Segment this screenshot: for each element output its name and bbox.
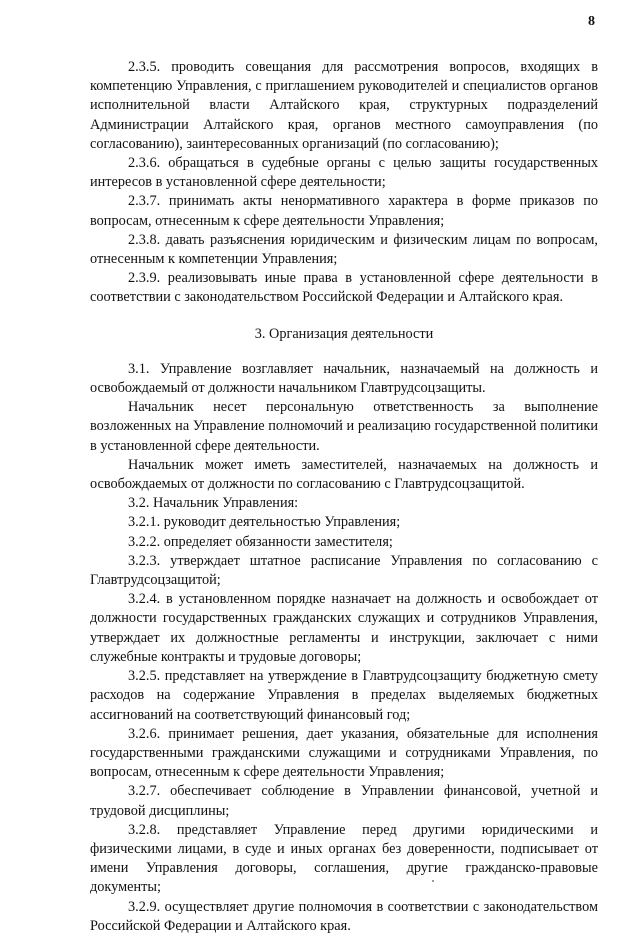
paragraph-3-2-3: 3.2.3. утверждает штатное расписание Управления по согласованию с Главтрудсоцзащитой; [90,552,598,589]
paragraph-3-2: 3.2. Начальник Управления: [128,495,299,512]
paragraph-2-3-7: 2.3.7. принимать акты ненормативного характера в форме приказов по вопросам, отнесенным к сфере деятельности Управления; [90,193,598,229]
document-body [90,58,598,936]
scan-speck [432,880,434,882]
paragraph-3-1: 3.1. Управление возглавляет начальник, назначаемый на должность и освобождаемый от должности начальником Главтрудсоцзащиты. [90,360,598,397]
paragraph-3-2-6: 3.2.6. принимает решения, дает указания, обязательные для исполнения государственными гражданскими служащими и сотрудниками Управления, по вопросам, отнесенным к сфере деятельности Управления; [90,725,598,781]
paragraph-3-2-8: 3.2.8. представляет Управление перед другими юридическими и физическими лицами, в суде и иных органах без доверенности, подписывает от имени Управления договоры, соглашения, другие гражданско-правовые документы; [90,821,598,896]
paragraph-3-2-7: 3.2.7. обеспечивает соблюдение в Управлении финансовой, учетной и трудовой дисциплины; [90,783,598,819]
section-heading: 3. Организация деятельности [254,325,434,342]
paragraph-3-2-1: 3.2.1. руководит деятельностью Управления; [128,514,401,531]
paragraph-3-2-4: 3.2.4. в установленном порядке назначает на должность и освобождает от должности государственных гражданских служащих и сотрудников Управления, утверждает их должностные регламенты и инструкции, заключает с ними служебные контракты и трудовые договоры; [90,591,598,665]
paragraph-head-responsibility: Начальник несет персональную ответственность за выполнение возложенных на Управление полномочий и реализацию государственной политики в установленной сфере деятельности. [90,399,598,454]
paragraph-3-2-9: 3.2.9. осуществляет другие полномочия в соответствии с законодательством Российской Федерации и Алтайского края. [90,898,598,934]
paragraph-2-3-8: 2.3.8. давать разъяснения юридическим и физическим лицам по вопросам, отнесенным к компетенции Управления; [90,231,598,268]
paragraph-3-2-5: 3.2.5. представляет на утверждение в Главтрудсоцзащиту бюджетную смету расходов на содержание Управления в пределах выделяемых бюджетных ассигнований на соответствующий финансовый год; [90,668,598,723]
paragraph-head-deputies: Начальник может иметь заместителей, назначаемых на должность и освобождаемых от должности по согласованию с Главтрудсоцзащитой. [90,456,598,493]
page-number: 8 [588,14,595,29]
paragraph-2-3-9: 2.3.9. реализовывать иные права в установленной сфере деятельности в соответствии с законодательством Российской Федерации и Алтайского края. [90,270,598,306]
paragraph-2-3-6: 2.3.6. обращаться в судебные органы с целью защиты государственных интересов в установленной сфере деятельности; [90,155,598,191]
paragraph-3-2-2: 3.2.2. определяет обязанности заместителя; [128,533,393,550]
paragraph-2-3-5: 2.3.5. проводить совещания для рассмотрения вопросов, входящих в компетенцию Управления, с приглашением руководителей и специалистов органов исполнительной власти Алтайского края, структурных подразделений Администрации Алтайского края, органов местного самоуправления (по согласованию), заинтересованных организаций (по согласованию); [90,59,598,152]
